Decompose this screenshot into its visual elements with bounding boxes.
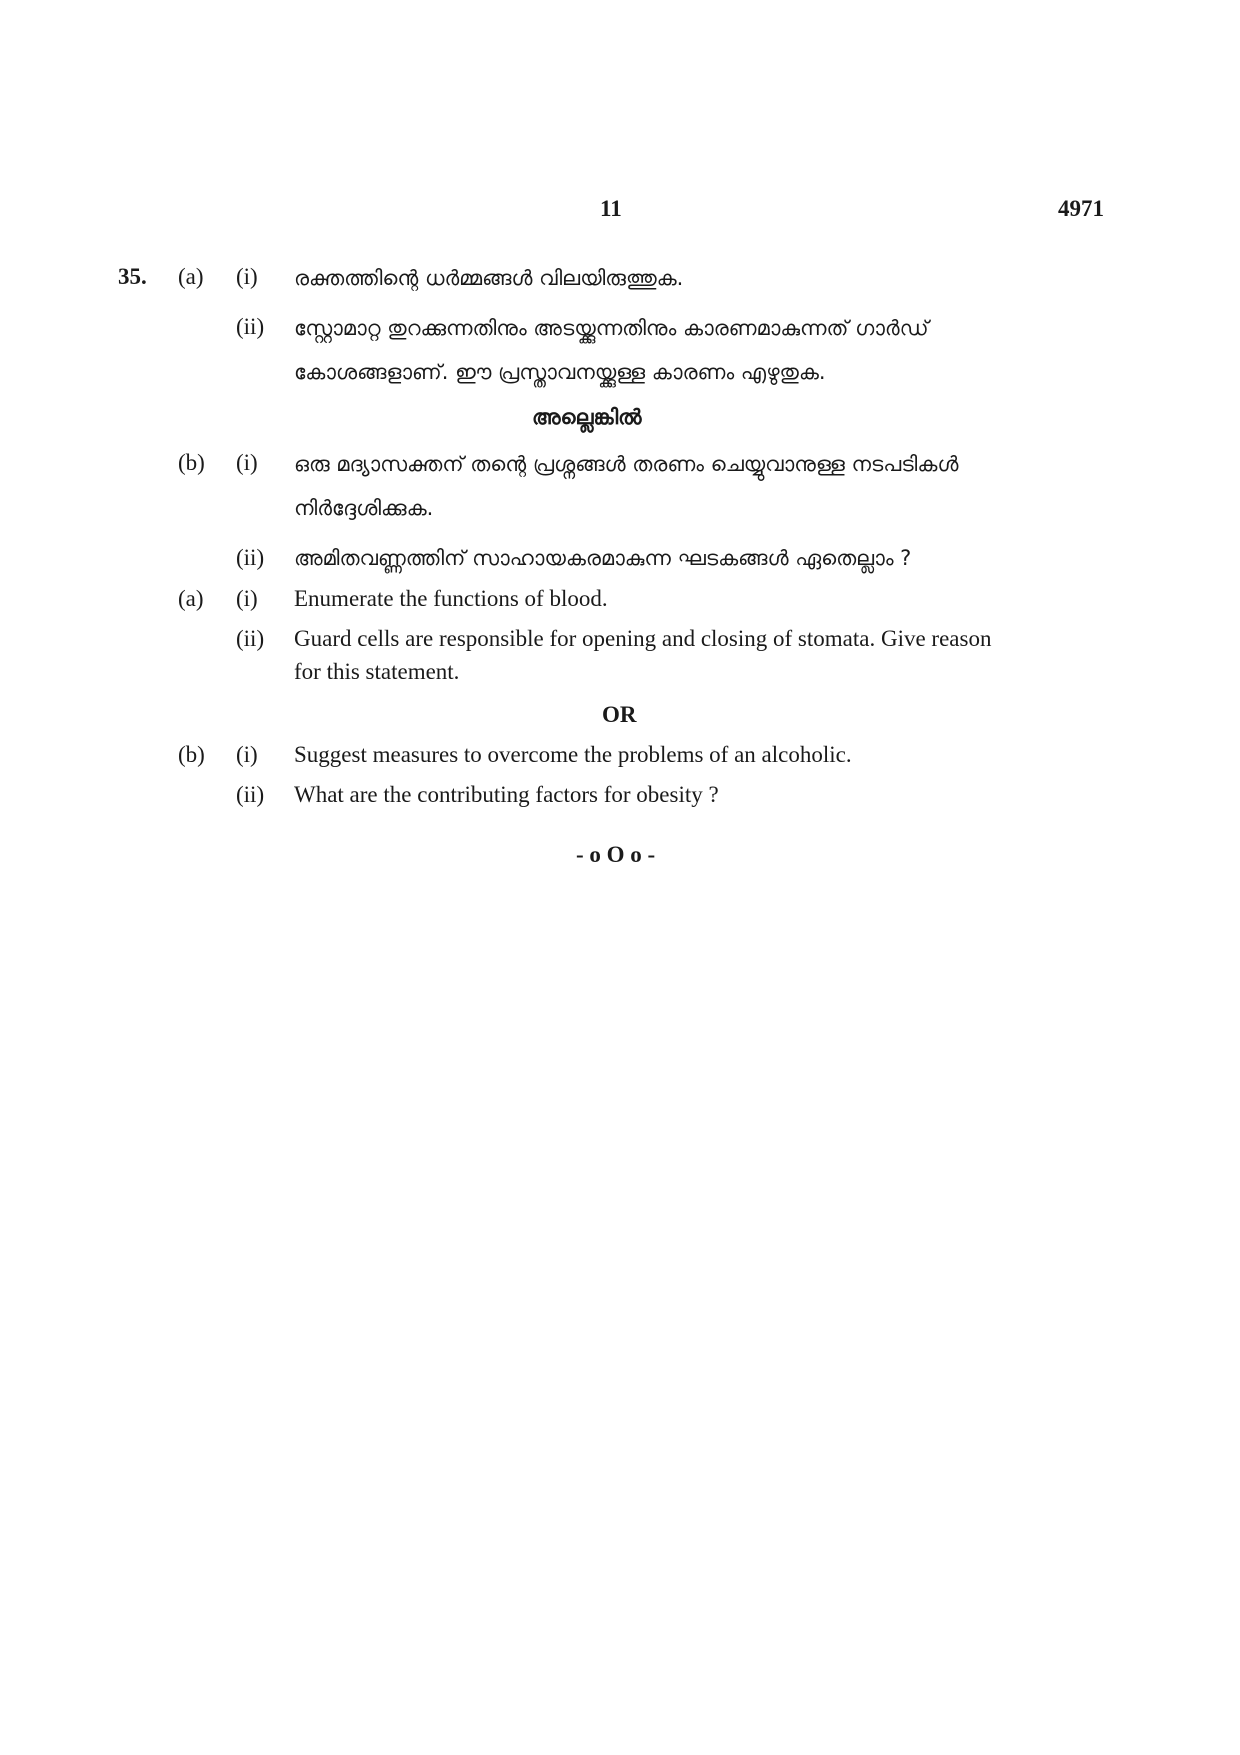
ml-b-i-line2: നിർദ്ദേശിക്കുക. — [294, 496, 434, 520]
en-a-i-label: (i) — [236, 586, 258, 611]
ml-a-i-label: (i) — [236, 264, 258, 289]
en-b-ii-label: (ii) — [236, 782, 265, 807]
end-mark: - o O o - — [576, 842, 656, 867]
ml-a-i-text: രക്തത്തിന്റെ ധർമ്മങ്ങൾ വിലയിരുത്തുക. — [294, 266, 684, 290]
paper-code: 4971 — [1058, 196, 1104, 221]
ml-a-ii-label: (ii) — [236, 314, 265, 339]
ml-a-ii-line2: കോശങ്ങളാണ്. ഈ പ്രസ്താവനയ്ക്കുള്ള കാരണം എഴുതുക. — [294, 360, 826, 384]
ml-b-i-label: (i) — [236, 450, 258, 475]
ml-b-ii-text: അമിതവണ്ണത്തിന് സാഹായകരമാകുന്ന ഘടകങ്ങൾ ഏതെല്ലാം ? — [294, 546, 912, 570]
en-b-ii-text: What are the contributing factors for obesity ? — [294, 782, 719, 807]
en-b-i-text: Suggest measures to overcome the problems of an alcoholic. — [294, 742, 852, 767]
en-a-i-text: Enumerate the functions of blood. — [294, 586, 608, 611]
ml-part-a-label: (a) — [178, 264, 204, 289]
ml-b-ii-label: (ii) — [236, 545, 265, 570]
en-a-ii-line2: for this statement. — [294, 659, 460, 684]
ml-or-label: അല്ലെങ്കിൽ — [532, 405, 642, 429]
en-part-a-label: (a) — [178, 586, 204, 611]
ml-a-ii-line1: സ്റ്റോമാറ്റ തുറക്കുന്നതിനും അടയ്ക്കുന്നതിനും കാരണമാകുന്നത് ഗാർഡ് — [294, 316, 929, 340]
en-b-i-label: (i) — [236, 742, 258, 767]
en-or-label: OR — [602, 702, 637, 727]
en-a-ii-line1: Guard cells are responsible for opening and closing of stomata. Give reason — [294, 626, 992, 651]
question-number: 35. — [118, 264, 147, 289]
en-a-ii-label: (ii) — [236, 626, 265, 651]
page-number: 11 — [600, 196, 622, 221]
en-part-b-label: (b) — [178, 742, 205, 767]
ml-b-i-line1: ഒരു മദ്യാസക്തന് തന്റെ പ്രശ്നങ്ങൾ തരണം ചെയ്യുവാനുള്ള നടപടികൾ — [294, 452, 959, 476]
ml-part-b-label: (b) — [178, 450, 205, 475]
